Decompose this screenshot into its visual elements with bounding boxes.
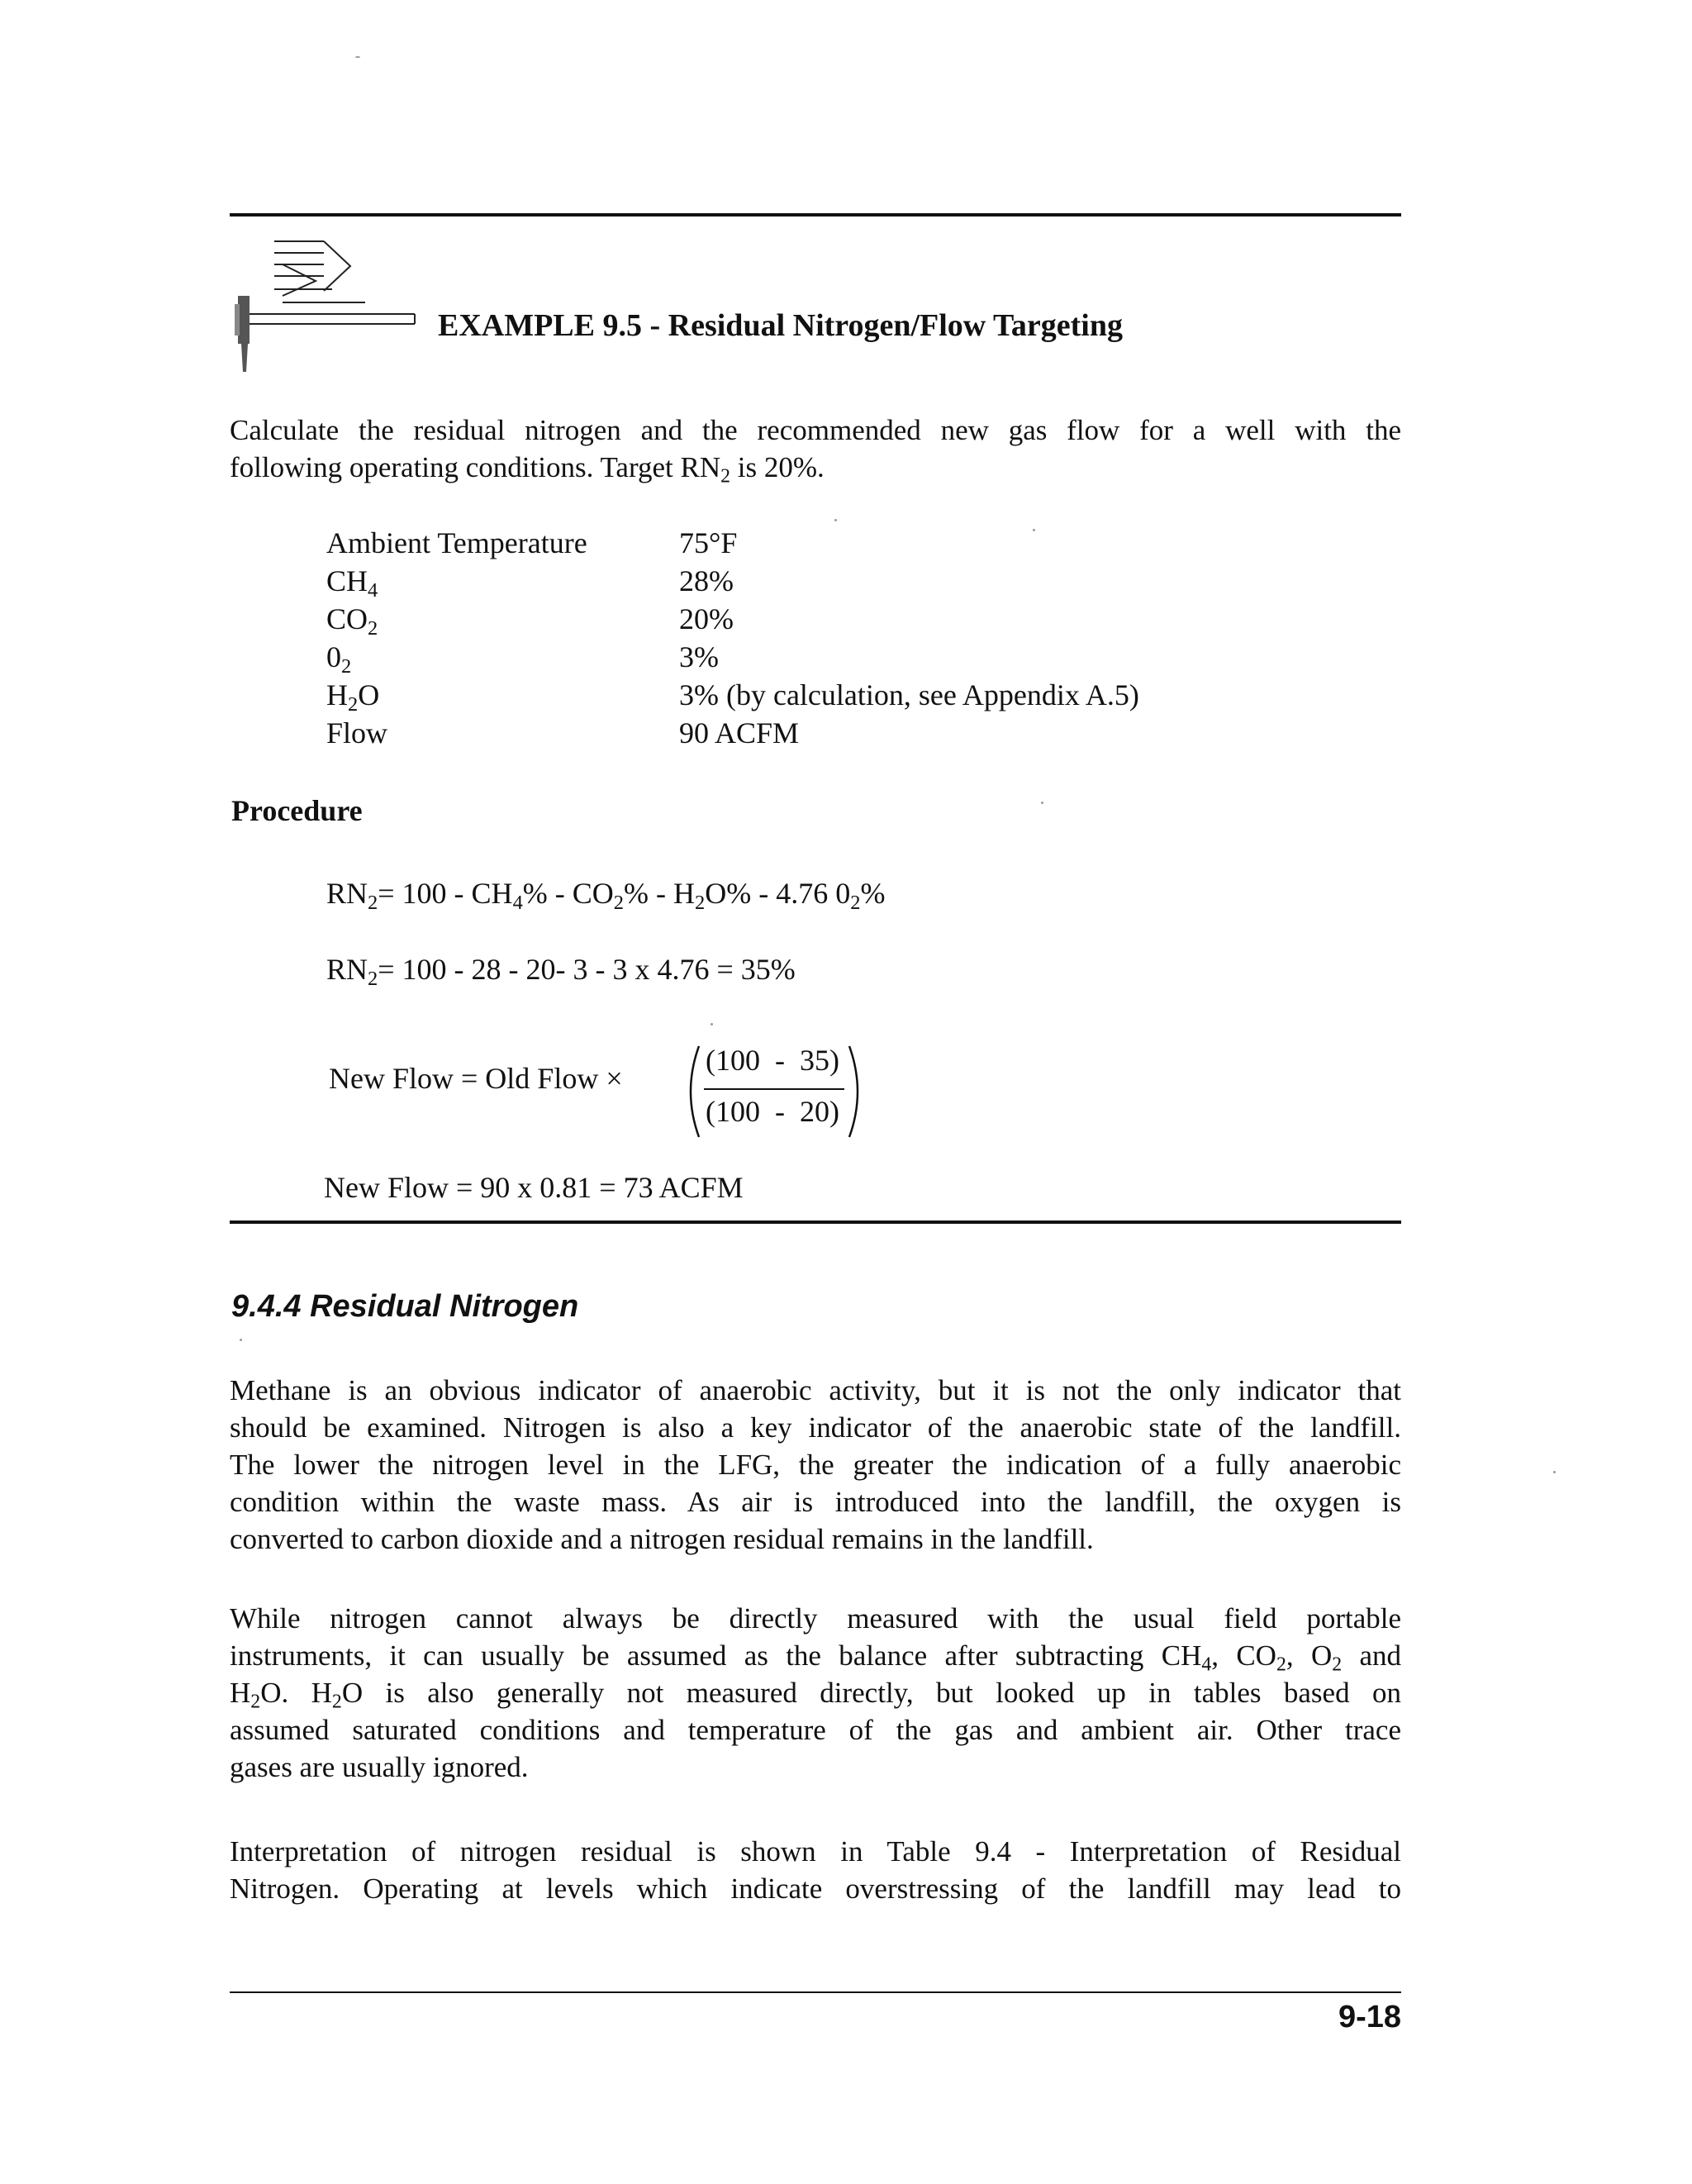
left-paren xyxy=(679,1043,704,1140)
condition-value: 90 ACFM xyxy=(679,716,800,749)
paragraph-line: should be examined. Nitrogen is also a key indicator of the anaerobic state of the landfill. xyxy=(230,1411,1401,1444)
equation-rn2-formula: $RN_2= 100 - CH_4\% - CO_2\% - H_2O\% - 4.76$ $0_2\%$ xyxy=(326,877,886,914)
scan-speck xyxy=(711,1023,713,1025)
section-heading: 9.4.4 Residual Nitrogen xyxy=(231,1289,579,1324)
scan-speck xyxy=(355,56,360,58)
paragraph-line: $H_2O$. $H_2O$ is also generally not measured directly, but looked up in tables based on xyxy=(230,1677,1401,1713)
example-bottom-rule xyxy=(230,1220,1401,1224)
scan-speck xyxy=(834,519,837,521)
intro-line-1: Calculate the residual nitrogen and the recommended new gas flow for a well with the xyxy=(230,414,1401,446)
paragraph-line: The lower the nitrogen level in the LFG, the greater the indication of a fully anaerobic xyxy=(230,1449,1401,1481)
footer-rule xyxy=(230,1991,1401,1993)
scan-speck xyxy=(240,1339,242,1341)
page-number: 9-18 xyxy=(1338,2000,1401,2034)
paragraph-line: assumed saturated conditions and temperature of the gas and ambient air. Other trace xyxy=(230,1714,1401,1746)
condition-name: $CO_2$ xyxy=(326,602,378,640)
fraction-numerator: (100 - 35) xyxy=(706,1044,839,1077)
condition-value: 3% (by calculation, see Appendix A.5) xyxy=(679,678,1139,711)
condition-name: $CH_4$ xyxy=(326,564,378,602)
paragraph-line: condition within the waste mass. As air is introduced into the landfill, the oxygen is xyxy=(230,1486,1401,1518)
fraction-bar xyxy=(704,1088,844,1090)
paragraph-line: Interpretation of nitrogen residual is shown in Table 9.4 - Interpretation of Residual xyxy=(230,1835,1401,1868)
condition-value: 20% xyxy=(679,602,734,635)
example-pencil-icon xyxy=(233,231,423,380)
paragraph-2 xyxy=(230,1600,1401,1786)
condition-value: 28% xyxy=(679,564,734,597)
condition-name: Flow xyxy=(326,716,388,749)
paragraph-line: converted to carbon dioxide and a nitrogen residual remains in the landfill. xyxy=(230,1523,1094,1555)
scan-speck xyxy=(1033,529,1035,531)
condition-name: $0_2$ xyxy=(326,640,352,678)
top-rule xyxy=(230,213,1401,216)
condition-value: 75°F xyxy=(679,526,738,559)
condition-name: Ambient Temperature xyxy=(326,526,587,559)
right-paren xyxy=(844,1043,869,1140)
flow-ratio-fraction xyxy=(679,1043,869,1140)
paragraph-line: gases are usually ignored. xyxy=(230,1751,529,1783)
equation-rn2-result: $RN_2= 100 - 28 - 20-$ 3 - 3 x 4.76 = 35% xyxy=(326,953,796,990)
scan-speck xyxy=(1041,802,1043,804)
condition-name: $H_2O$ xyxy=(326,678,380,716)
equation-new-flow-lhs: New Flow = Old Flow × xyxy=(329,1062,623,1095)
intro-paragraph xyxy=(230,412,1401,486)
fraction-denominator: (100 - 20) xyxy=(706,1095,839,1128)
paragraph-line: Nitrogen. Operating at levels which indicate overstressing of the landfill may lead to xyxy=(230,1872,1401,1905)
intro-line-2: following operating conditions. Target $RN_2$ is 20%. xyxy=(230,451,825,488)
procedure-label: Procedure xyxy=(231,794,363,827)
scan-speck xyxy=(1553,1471,1556,1473)
paragraph-1 xyxy=(230,1372,1401,1558)
paragraph-line: Methane is an obvious indicator of anaerobic activity, but it is not the only indicator that xyxy=(230,1374,1401,1406)
equation-new-flow-result: New Flow = 90 x 0.81 = 73 ACFM xyxy=(324,1171,744,1204)
example-title: EXAMPLE 9.5 - Residual Nitrogen/Flow Targeting xyxy=(438,308,1123,343)
condition-value: 3% xyxy=(679,640,719,673)
paragraph-line: instruments, it can usually be assumed as the balance after subtracting $CH_4$, $CO_2$, $O_2$ and xyxy=(230,1639,1401,1676)
paragraph-line: While nitrogen cannot always be directly measured with the usual field portable xyxy=(230,1602,1401,1634)
paragraph-3 xyxy=(230,1833,1401,1907)
